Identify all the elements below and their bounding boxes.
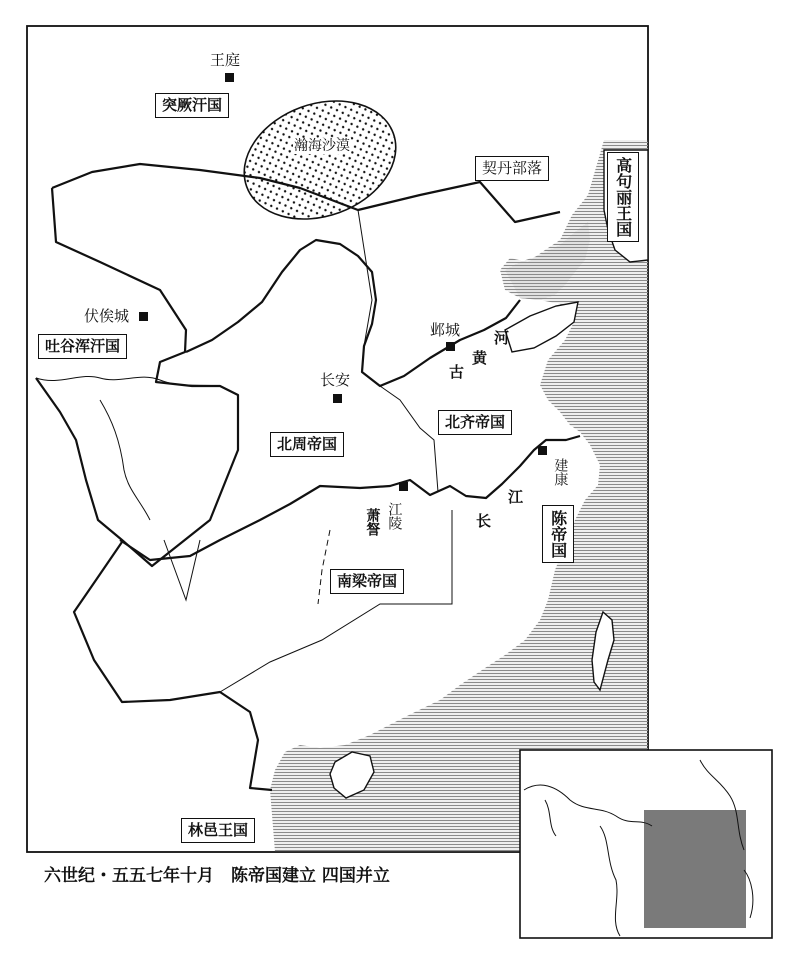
city-marker-jiankang — [538, 446, 547, 455]
city-label-jiangling: 江陵 — [386, 502, 403, 530]
city-label-jiankang: 建康 — [552, 458, 569, 486]
river-char-gu: 古 — [449, 363, 465, 381]
region-label-qidan: 契丹部落 — [475, 156, 549, 181]
city-label-yecheng: 邺城 — [430, 321, 461, 339]
region-label-beizhou: 北周帝国 — [270, 432, 344, 457]
region-label-tujue: 突厥汗国 — [155, 93, 229, 118]
city-marker-changan — [333, 394, 342, 403]
inset-highlight — [644, 810, 746, 928]
river-char-chang: 长 — [476, 512, 492, 530]
xiaocha-label: 萧詧 — [364, 508, 381, 536]
city-label-wangting: 王庭 — [210, 51, 241, 69]
river-char-he: 河 — [494, 329, 510, 347]
city-marker-wangting — [225, 73, 234, 82]
region-label-beiqi: 北齐帝国 — [438, 410, 512, 435]
city-marker-jiangling — [399, 482, 408, 491]
inset-map — [520, 750, 772, 938]
region-label-gaogouli: 高句丽王国 — [607, 152, 639, 242]
city-marker-fusicheng — [139, 312, 148, 321]
city-label-changan: 长安 — [320, 371, 351, 389]
map-caption: 六世纪・五五七年十月 陈帝国建立 四国并立 — [44, 866, 390, 886]
region-label-tuyuhun: 吐谷浑汗国 — [38, 334, 127, 359]
river-char-huang: 黄 — [472, 349, 488, 367]
region-label-nanliang: 南梁帝国 — [330, 569, 404, 594]
river-char-jiang: 江 — [508, 488, 524, 506]
city-label-fusicheng: 伏俟城 — [84, 307, 130, 325]
region-label-chen: 陈帝国 — [542, 505, 574, 563]
desert-label: 瀚海沙漠 — [294, 138, 350, 154]
city-marker-yecheng — [446, 342, 455, 351]
region-label-linyi: 林邑王国 — [181, 818, 255, 843]
